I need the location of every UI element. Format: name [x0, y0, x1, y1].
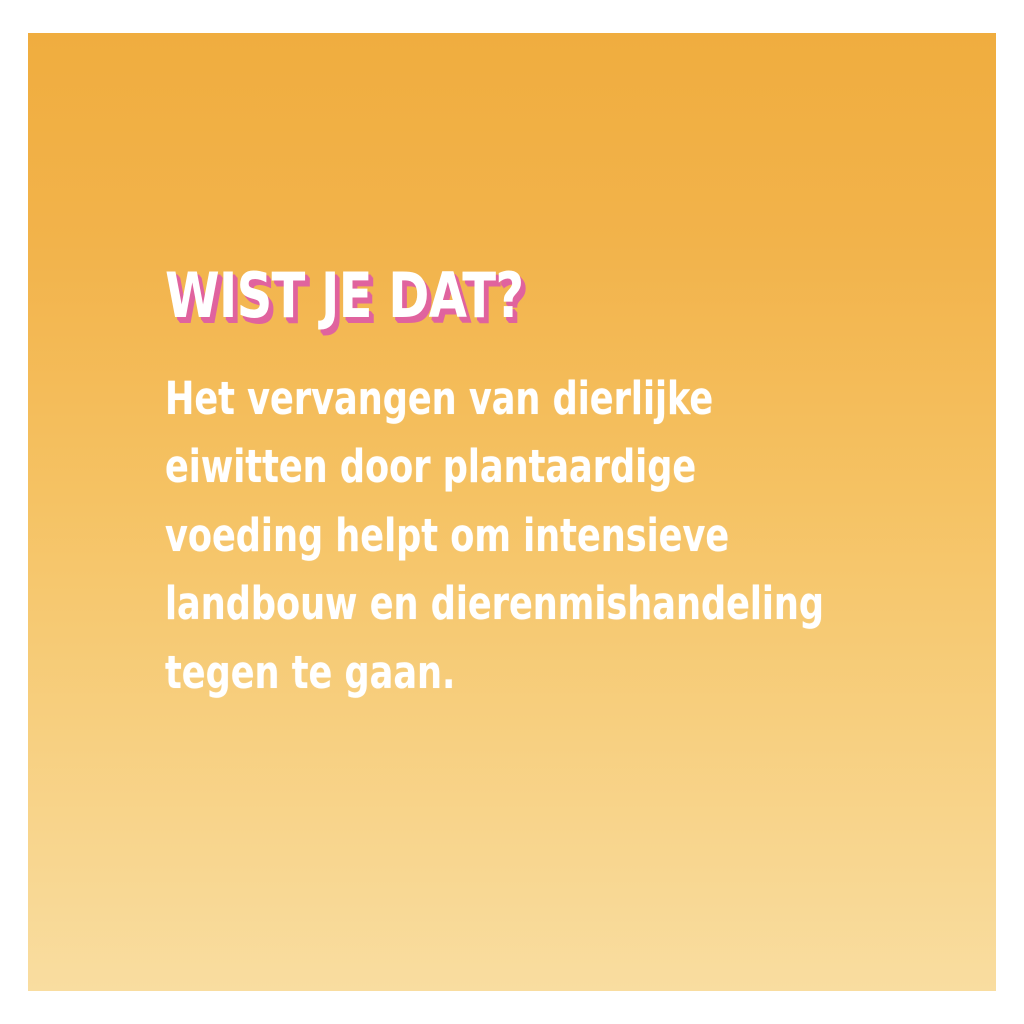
info-card — [28, 33, 996, 991]
card-headline: WIST JE DAT? — [165, 259, 524, 332]
card-content — [165, 259, 865, 707]
card-body-text: Het vervangen van dierlijke eiwitten door plantaardige voeding helpt om intensieve landbouw en dierenmishandeling tegen te gaan. — [165, 372, 825, 699]
